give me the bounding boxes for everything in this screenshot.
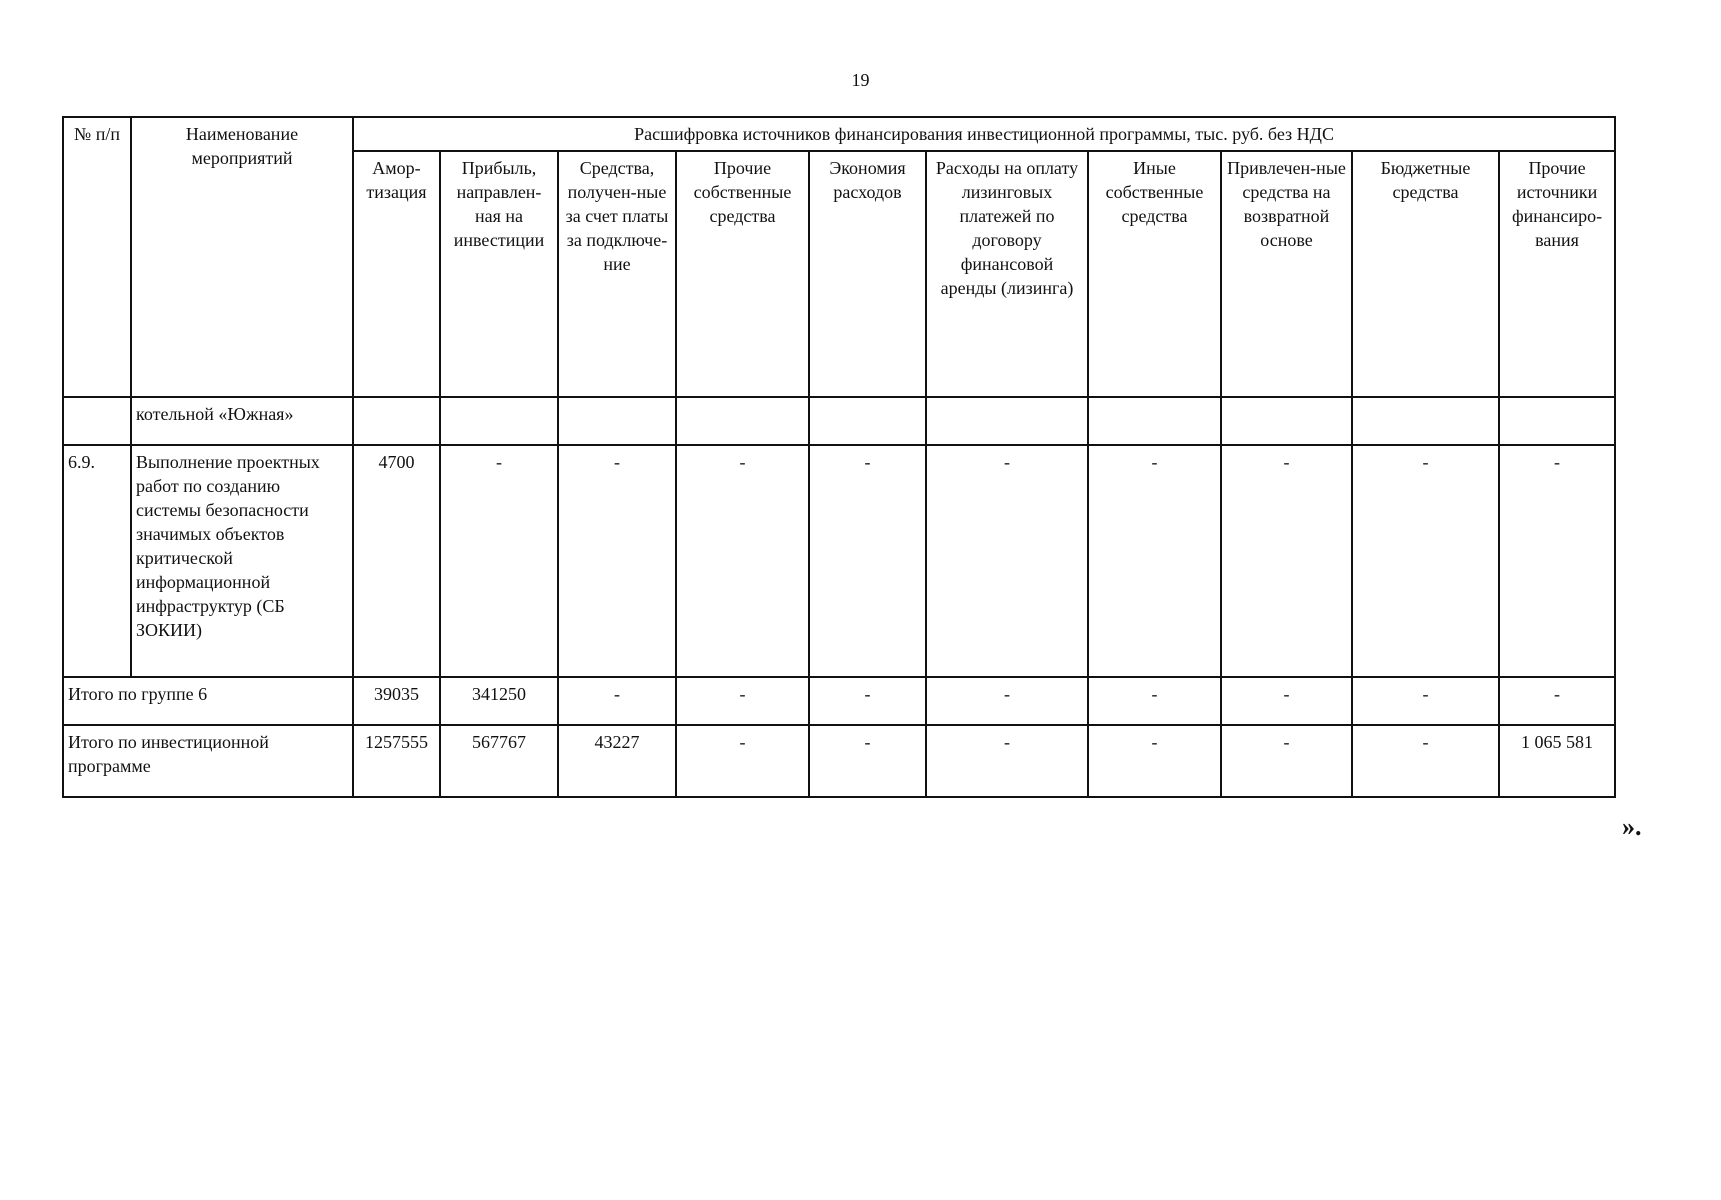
- row-name: Выполнение проектных работ по созданию системы безопасности значимых объектов критической информационной инфраструктур (СБ ЗОКИИ): [131, 445, 353, 677]
- row-no: 6.9.: [63, 445, 131, 677]
- cell: 1 065 581: [1499, 725, 1615, 797]
- investment-financing-table: [62, 116, 1616, 798]
- cell: -: [1221, 725, 1352, 797]
- cell: [558, 397, 676, 445]
- cell: -: [1352, 445, 1499, 677]
- header-name: Наименование мероприятий: [131, 117, 353, 397]
- cell: -: [809, 677, 926, 725]
- cell: 567767: [440, 725, 558, 797]
- cell: -: [440, 445, 558, 677]
- subheader-profit: Прибыль, направлен-ная на инвестиции: [440, 151, 558, 397]
- cell: [1352, 397, 1499, 445]
- subheader-cost-savings: Экономия расходов: [809, 151, 926, 397]
- cell: -: [1221, 445, 1352, 677]
- cell: [809, 397, 926, 445]
- closing-quote-mark: ».: [1622, 812, 1642, 841]
- row-no: [63, 397, 131, 445]
- subheader-leasing: Расходы на оплату лизинговых платежей по договору финансовой аренды (лизинга): [926, 151, 1088, 397]
- cell: -: [676, 725, 809, 797]
- row-name: котельной «Южная»: [131, 397, 353, 445]
- subheader-amortization: Амор-тизация: [353, 151, 440, 397]
- cell: -: [676, 677, 809, 725]
- cell: -: [809, 445, 926, 677]
- subheader-connection-fees: Средства, получен-ные за счет платы за подключе-ние: [558, 151, 676, 397]
- cell: -: [1088, 677, 1221, 725]
- cell: 4700: [353, 445, 440, 677]
- cell: [1088, 397, 1221, 445]
- subheader-budget: Бюджетные средства: [1352, 151, 1499, 397]
- cell: 43227: [558, 725, 676, 797]
- cell: -: [558, 677, 676, 725]
- subheader-other-sources: Прочие источники финансиро-вания: [1499, 151, 1615, 397]
- cell: -: [926, 445, 1088, 677]
- table-row: [63, 445, 1615, 677]
- subheader-other-own: Иные собственные средства: [1088, 151, 1221, 397]
- cell: -: [558, 445, 676, 677]
- subheader-borrowed: Привлечен-ные средства на возвратной основе: [1221, 151, 1352, 397]
- cell: 1257555: [353, 725, 440, 797]
- cell: [440, 397, 558, 445]
- cell: [676, 397, 809, 445]
- table-row: [63, 397, 1615, 445]
- program-total-label: Итого по инвестиционной программе: [63, 725, 353, 797]
- cell: -: [1499, 445, 1615, 677]
- subheader-other-own-funds: Прочие собственные средства: [676, 151, 809, 397]
- cell: [926, 397, 1088, 445]
- cell: -: [1499, 677, 1615, 725]
- cell: -: [926, 677, 1088, 725]
- program-total-row: [63, 725, 1615, 797]
- cell: -: [809, 725, 926, 797]
- header-financing-sources: Расшифровка источников финансирования инвестиционной программы, тыс. руб. без НДС: [353, 117, 1615, 151]
- cell: -: [1352, 725, 1499, 797]
- group-total-label: Итого по группе 6: [63, 677, 353, 725]
- page-number: 19: [851, 70, 870, 90]
- cell: [1221, 397, 1352, 445]
- cell: -: [926, 725, 1088, 797]
- cell: [353, 397, 440, 445]
- cell: [1499, 397, 1615, 445]
- cell: -: [1088, 725, 1221, 797]
- cell: -: [1352, 677, 1499, 725]
- cell: -: [676, 445, 809, 677]
- cell: 39035: [353, 677, 440, 725]
- header-no: № п/п: [63, 117, 131, 397]
- cell: -: [1221, 677, 1352, 725]
- cell: 341250: [440, 677, 558, 725]
- group-total-row: [63, 677, 1615, 725]
- cell: -: [1088, 445, 1221, 677]
